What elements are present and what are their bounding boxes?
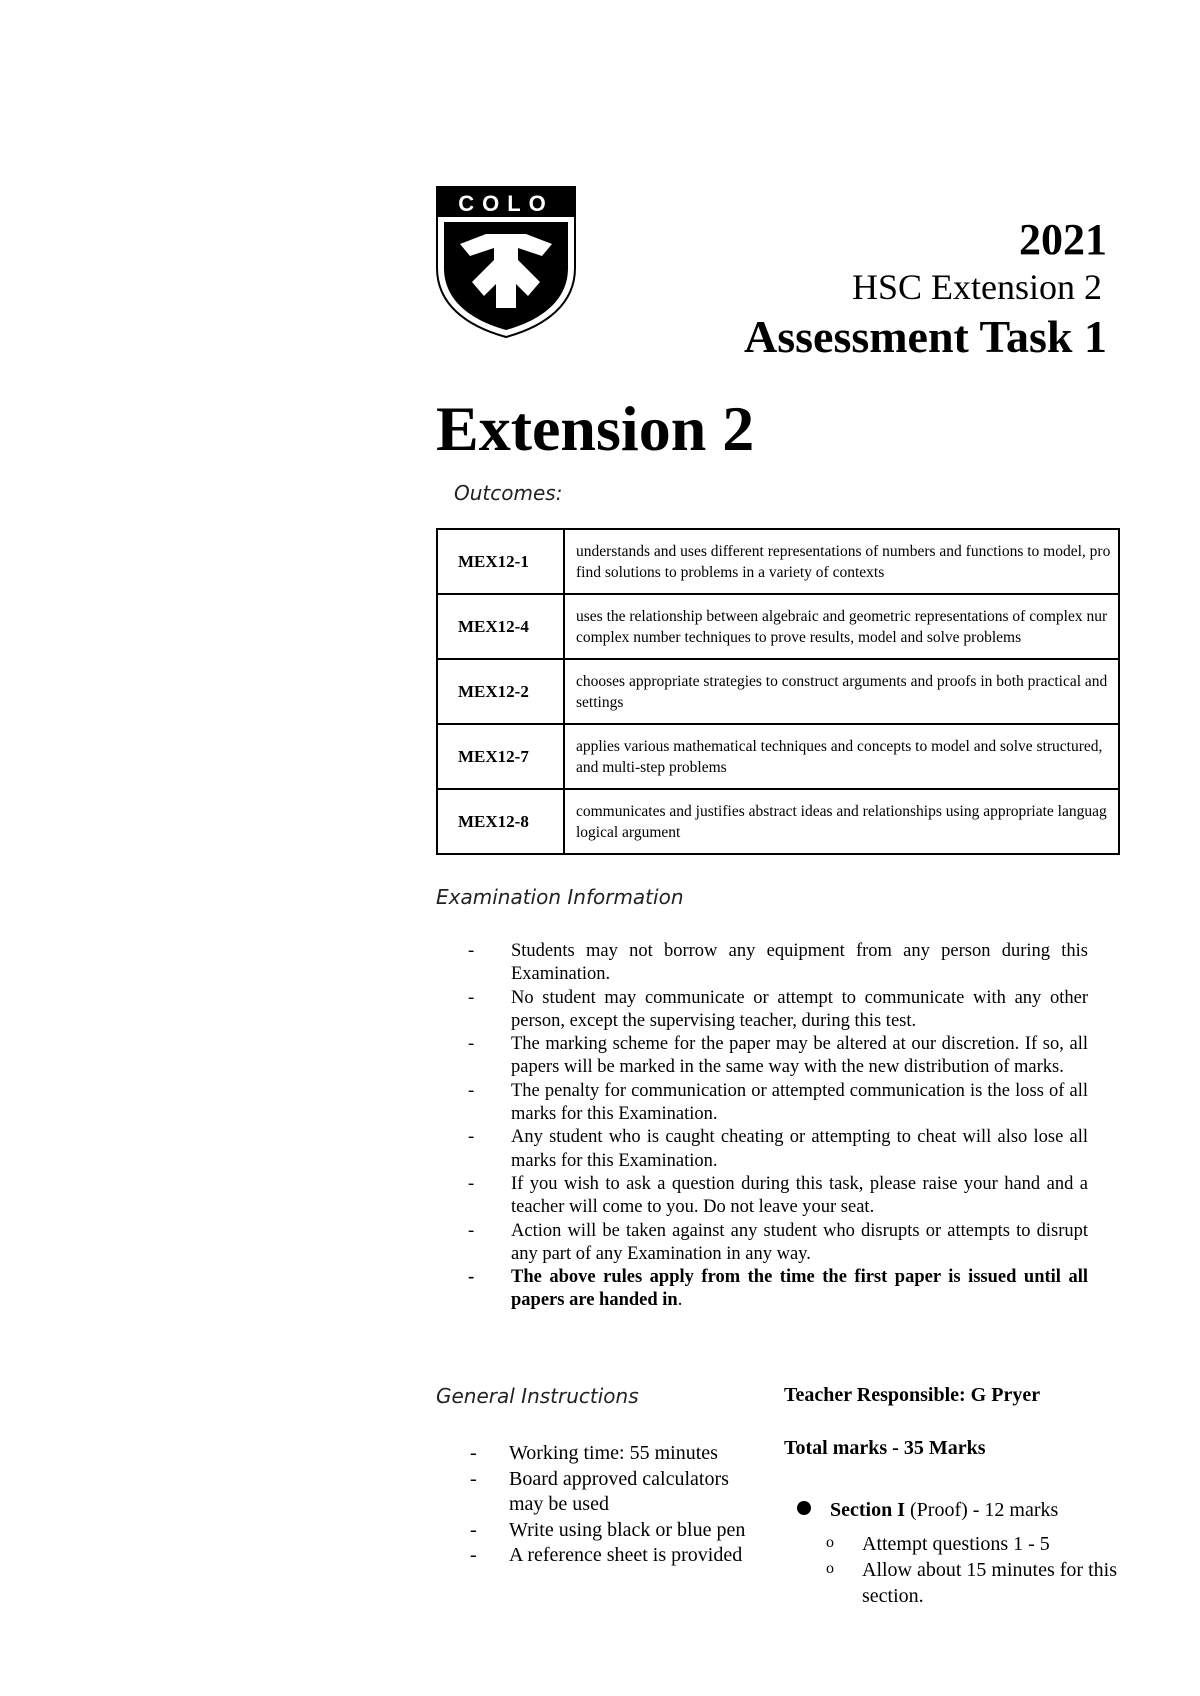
list-item: o Allow about 15 minutes for this section.	[826, 1557, 1126, 1609]
outcome-row	[437, 659, 1119, 724]
outcomes-table	[436, 528, 1120, 855]
section-detail: (Proof) - 12 marks	[905, 1499, 1059, 1521]
list-item: - Action will be taken against any student who disrupts or attempts to disrupt any part of any Examination in any way.	[468, 1220, 1088, 1267]
general-instructions-list	[470, 1441, 760, 1569]
logo-text: COLO	[458, 191, 554, 216]
list-item-final-rule: - The above rules apply from the time the first paper is issued until all papers are handed in.	[468, 1266, 1088, 1313]
total-marks: Total marks - 35 Marks	[784, 1437, 986, 1459]
outcome-code: MEX12-4	[437, 594, 564, 659]
section-name: Section I	[830, 1499, 905, 1521]
outcome-description: understands and uses different representations of numbers and functions to model, pro find solutions to problems in a variety of contexts	[564, 529, 1119, 594]
examination-rules-list	[468, 940, 1088, 1313]
list-item: - Any student who is caught cheating or attempting to cheat will also lose all marks for this Examination.	[468, 1126, 1088, 1173]
general-instructions-heading: General Instructions	[436, 1384, 639, 1408]
list-item: - Working time: 55 minutes	[470, 1441, 760, 1467]
outcomes-heading: Outcomes:	[454, 481, 563, 505]
outcome-row	[437, 724, 1119, 789]
section-heading	[797, 1499, 1058, 1522]
outcome-description: communicates and justifies abstract ideas and relationships using appropriate languag logical argument	[564, 789, 1119, 854]
list-item: - No student may communicate or attempt to communicate with any other person, except the supervising teacher, during this test.	[468, 987, 1088, 1034]
section-instructions-list	[826, 1531, 1126, 1609]
outcome-row	[437, 594, 1119, 659]
examination-information-heading: Examination Information	[436, 885, 684, 909]
list-item: - Board approved calculators may be used	[470, 1467, 760, 1518]
bullet-icon	[797, 1501, 811, 1515]
list-item: - A reference sheet is provided	[470, 1543, 760, 1569]
assessment-task-title: Assessment Task 1	[744, 311, 1107, 362]
outcome-row	[437, 529, 1119, 594]
school-crest-logo	[436, 186, 576, 338]
list-item: - The penalty for communication or attempted communication is the loss of all marks for this Examination.	[468, 1080, 1088, 1127]
outcome-description: applies various mathematical techniques and concepts to model and solve structured, and multi-step problems	[564, 724, 1119, 789]
exam-year: 2021	[1019, 215, 1107, 264]
list-item: - The marking scheme for the paper may be altered at our discretion. If so, all papers will be marked in the same way with the new distribution of marks.	[468, 1033, 1088, 1080]
outcome-code: MEX12-7	[437, 724, 564, 789]
outcome-code: MEX12-8	[437, 789, 564, 854]
list-item: - Students may not borrow any equipment from any person during this Examination.	[468, 940, 1088, 987]
outcome-code: MEX12-1	[437, 529, 564, 594]
page-title: Extension 2	[436, 393, 755, 464]
outcome-code: MEX12-2	[437, 659, 564, 724]
list-item: - Write using black or blue pen	[470, 1518, 760, 1544]
list-item: - If you wish to ask a question during this task, please raise your hand and a teacher will come to you. Do not leave your seat.	[468, 1173, 1088, 1220]
outcome-description: uses the relationship between algebraic and geometric representations of complex nur complex number techniques to prove results, model and solve problems	[564, 594, 1119, 659]
teacher-responsible: Teacher Responsible: G Pryer	[784, 1384, 1041, 1406]
outcome-description: chooses appropriate strategies to construct arguments and proofs in both practical and settings	[564, 659, 1119, 724]
list-item: o Attempt questions 1 - 5	[826, 1531, 1126, 1557]
course-name: HSC Extension 2	[851, 267, 1102, 307]
outcome-row	[437, 789, 1119, 854]
